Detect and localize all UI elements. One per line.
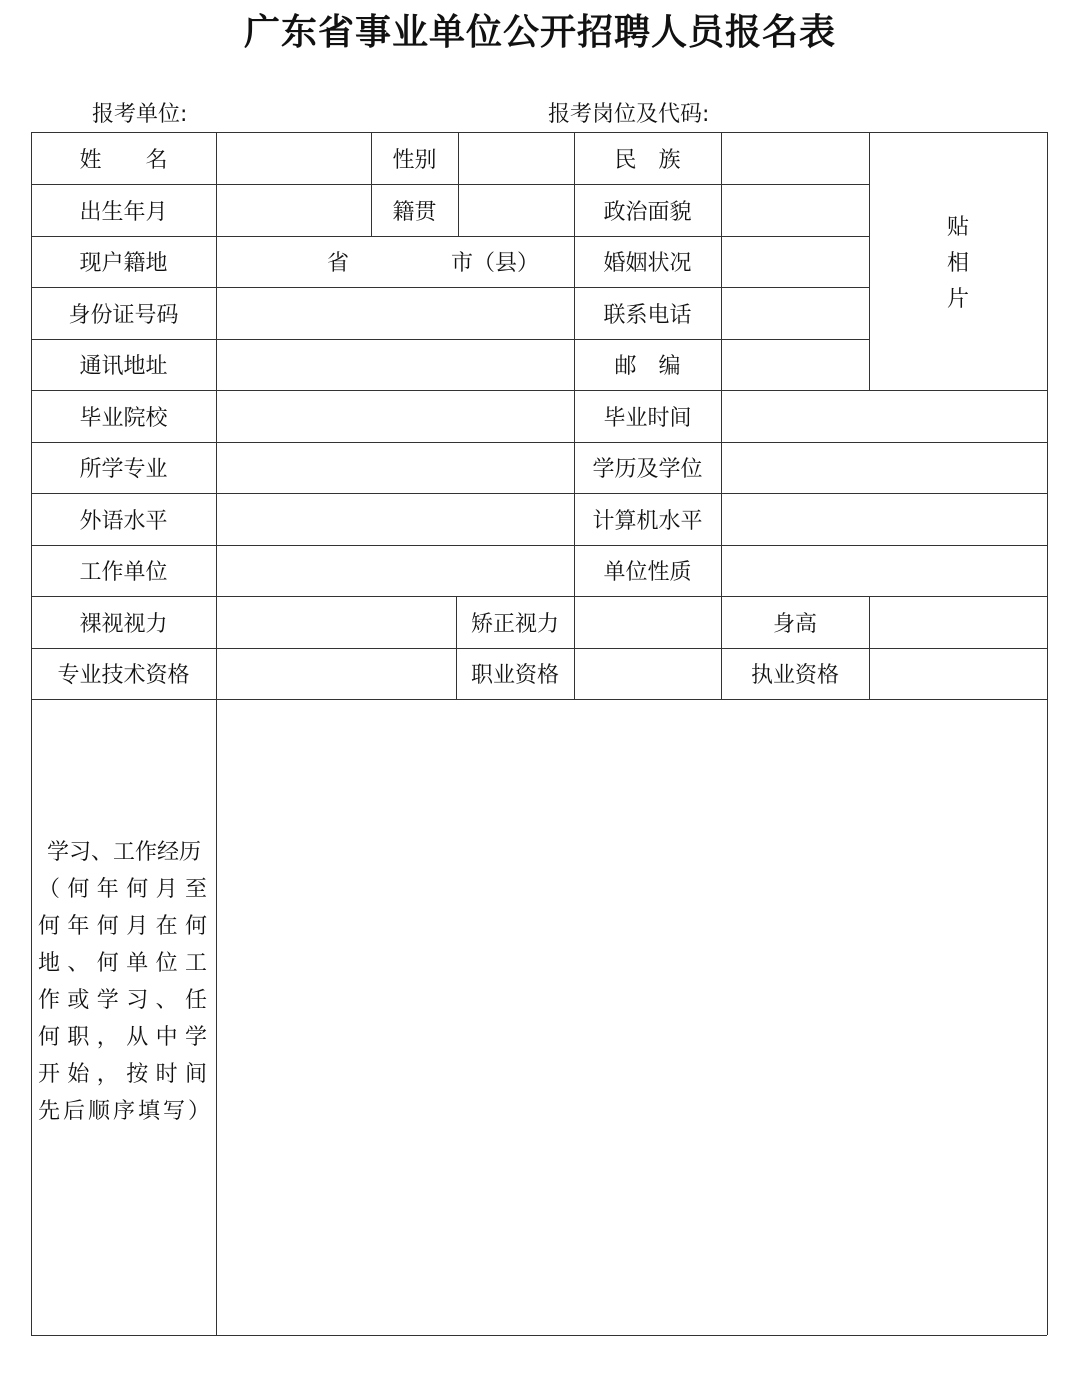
apply-unit-label: 报考单位: xyxy=(92,102,188,127)
input-corrected-vision[interactable] xyxy=(575,597,720,647)
input-employer[interactable] xyxy=(217,546,573,595)
photo-char-2: 相 xyxy=(946,251,969,276)
input-postcode[interactable] xyxy=(722,340,868,389)
label-city-county: 市（县） xyxy=(450,251,539,276)
label-residence: 现户籍地 xyxy=(79,251,168,276)
label-grad-time: 毕业时间 xyxy=(603,405,692,431)
experience-note: （何年何月至何年何月在何地、何单位工作或学习、任何职，从中学开始，按时间先后顺序填写） xyxy=(38,877,214,1124)
photo-box-label xyxy=(869,210,1047,318)
input-gender[interactable] xyxy=(459,134,573,183)
label-employer-type: 单位性质 xyxy=(603,560,692,585)
input-tech-qual[interactable] xyxy=(217,649,455,698)
input-phone[interactable] xyxy=(722,288,868,338)
input-degree[interactable] xyxy=(722,443,1046,492)
input-id-number[interactable] xyxy=(217,288,573,338)
label-id-number: 身份证号码 xyxy=(68,302,179,328)
input-school[interactable] xyxy=(217,391,573,441)
input-origin[interactable] xyxy=(459,185,573,235)
experience-title: 学习、工作经历 xyxy=(46,840,201,865)
label-degree: 学历及学位 xyxy=(592,457,703,482)
label-practice-qual: 执业资格 xyxy=(750,663,839,688)
label-birth: 出生年月 xyxy=(79,199,168,225)
input-address[interactable] xyxy=(217,340,573,389)
input-grad-time[interactable] xyxy=(722,391,1046,441)
label-language: 外语水平 xyxy=(79,508,168,534)
form-title: 广东省事业单位公开招聘人员报名表 xyxy=(243,12,836,53)
label-occup-qual: 职业资格 xyxy=(470,663,559,688)
input-naked-vision[interactable] xyxy=(217,597,455,647)
input-computer[interactable] xyxy=(722,494,1046,544)
photo-char-3: 片 xyxy=(946,287,969,312)
input-height[interactable] xyxy=(870,597,1046,647)
input-language[interactable] xyxy=(217,494,573,544)
label-computer: 计算机水平 xyxy=(592,508,703,534)
grid-line-h xyxy=(31,1335,1047,1336)
label-height: 身高 xyxy=(772,611,817,637)
input-occup-qual[interactable] xyxy=(575,649,720,698)
input-political[interactable] xyxy=(722,185,868,235)
input-major[interactable] xyxy=(217,443,573,492)
label-marital: 婚姻状况 xyxy=(603,251,692,276)
grid-line-v xyxy=(1047,132,1048,1335)
label-ethnicity: 民 族 xyxy=(614,148,681,173)
label-origin: 籍贯 xyxy=(392,199,437,225)
input-practice-qual[interactable] xyxy=(870,649,1046,698)
label-address: 通讯地址 xyxy=(79,354,168,379)
label-employer: 工作单位 xyxy=(79,560,168,585)
apply-post-label: 报考岗位及代码: xyxy=(548,102,710,127)
label-corrected-vision: 矫正视力 xyxy=(470,611,559,637)
label-experience xyxy=(38,834,214,1130)
label-province: 省 xyxy=(326,251,349,276)
label-postcode: 邮 编 xyxy=(614,354,681,379)
label-tech-qual: 专业技术资格 xyxy=(57,663,190,688)
label-major: 所学专业 xyxy=(79,457,168,482)
input-birth[interactable] xyxy=(217,185,370,235)
photo-char-1: 贴 xyxy=(946,215,969,240)
label-phone: 联系电话 xyxy=(603,302,692,328)
label-school: 毕业院校 xyxy=(79,405,168,431)
input-employer-type[interactable] xyxy=(722,546,1046,595)
input-experience[interactable] xyxy=(217,700,1046,1334)
label-naked-vision: 裸视视力 xyxy=(79,611,168,637)
input-name[interactable] xyxy=(217,134,370,183)
label-gender: 性别 xyxy=(392,148,437,173)
label-name: 姓 名 xyxy=(79,148,168,173)
label-political: 政治面貌 xyxy=(603,199,692,225)
input-marital[interactable] xyxy=(722,237,868,286)
input-ethnicity[interactable] xyxy=(722,134,868,183)
